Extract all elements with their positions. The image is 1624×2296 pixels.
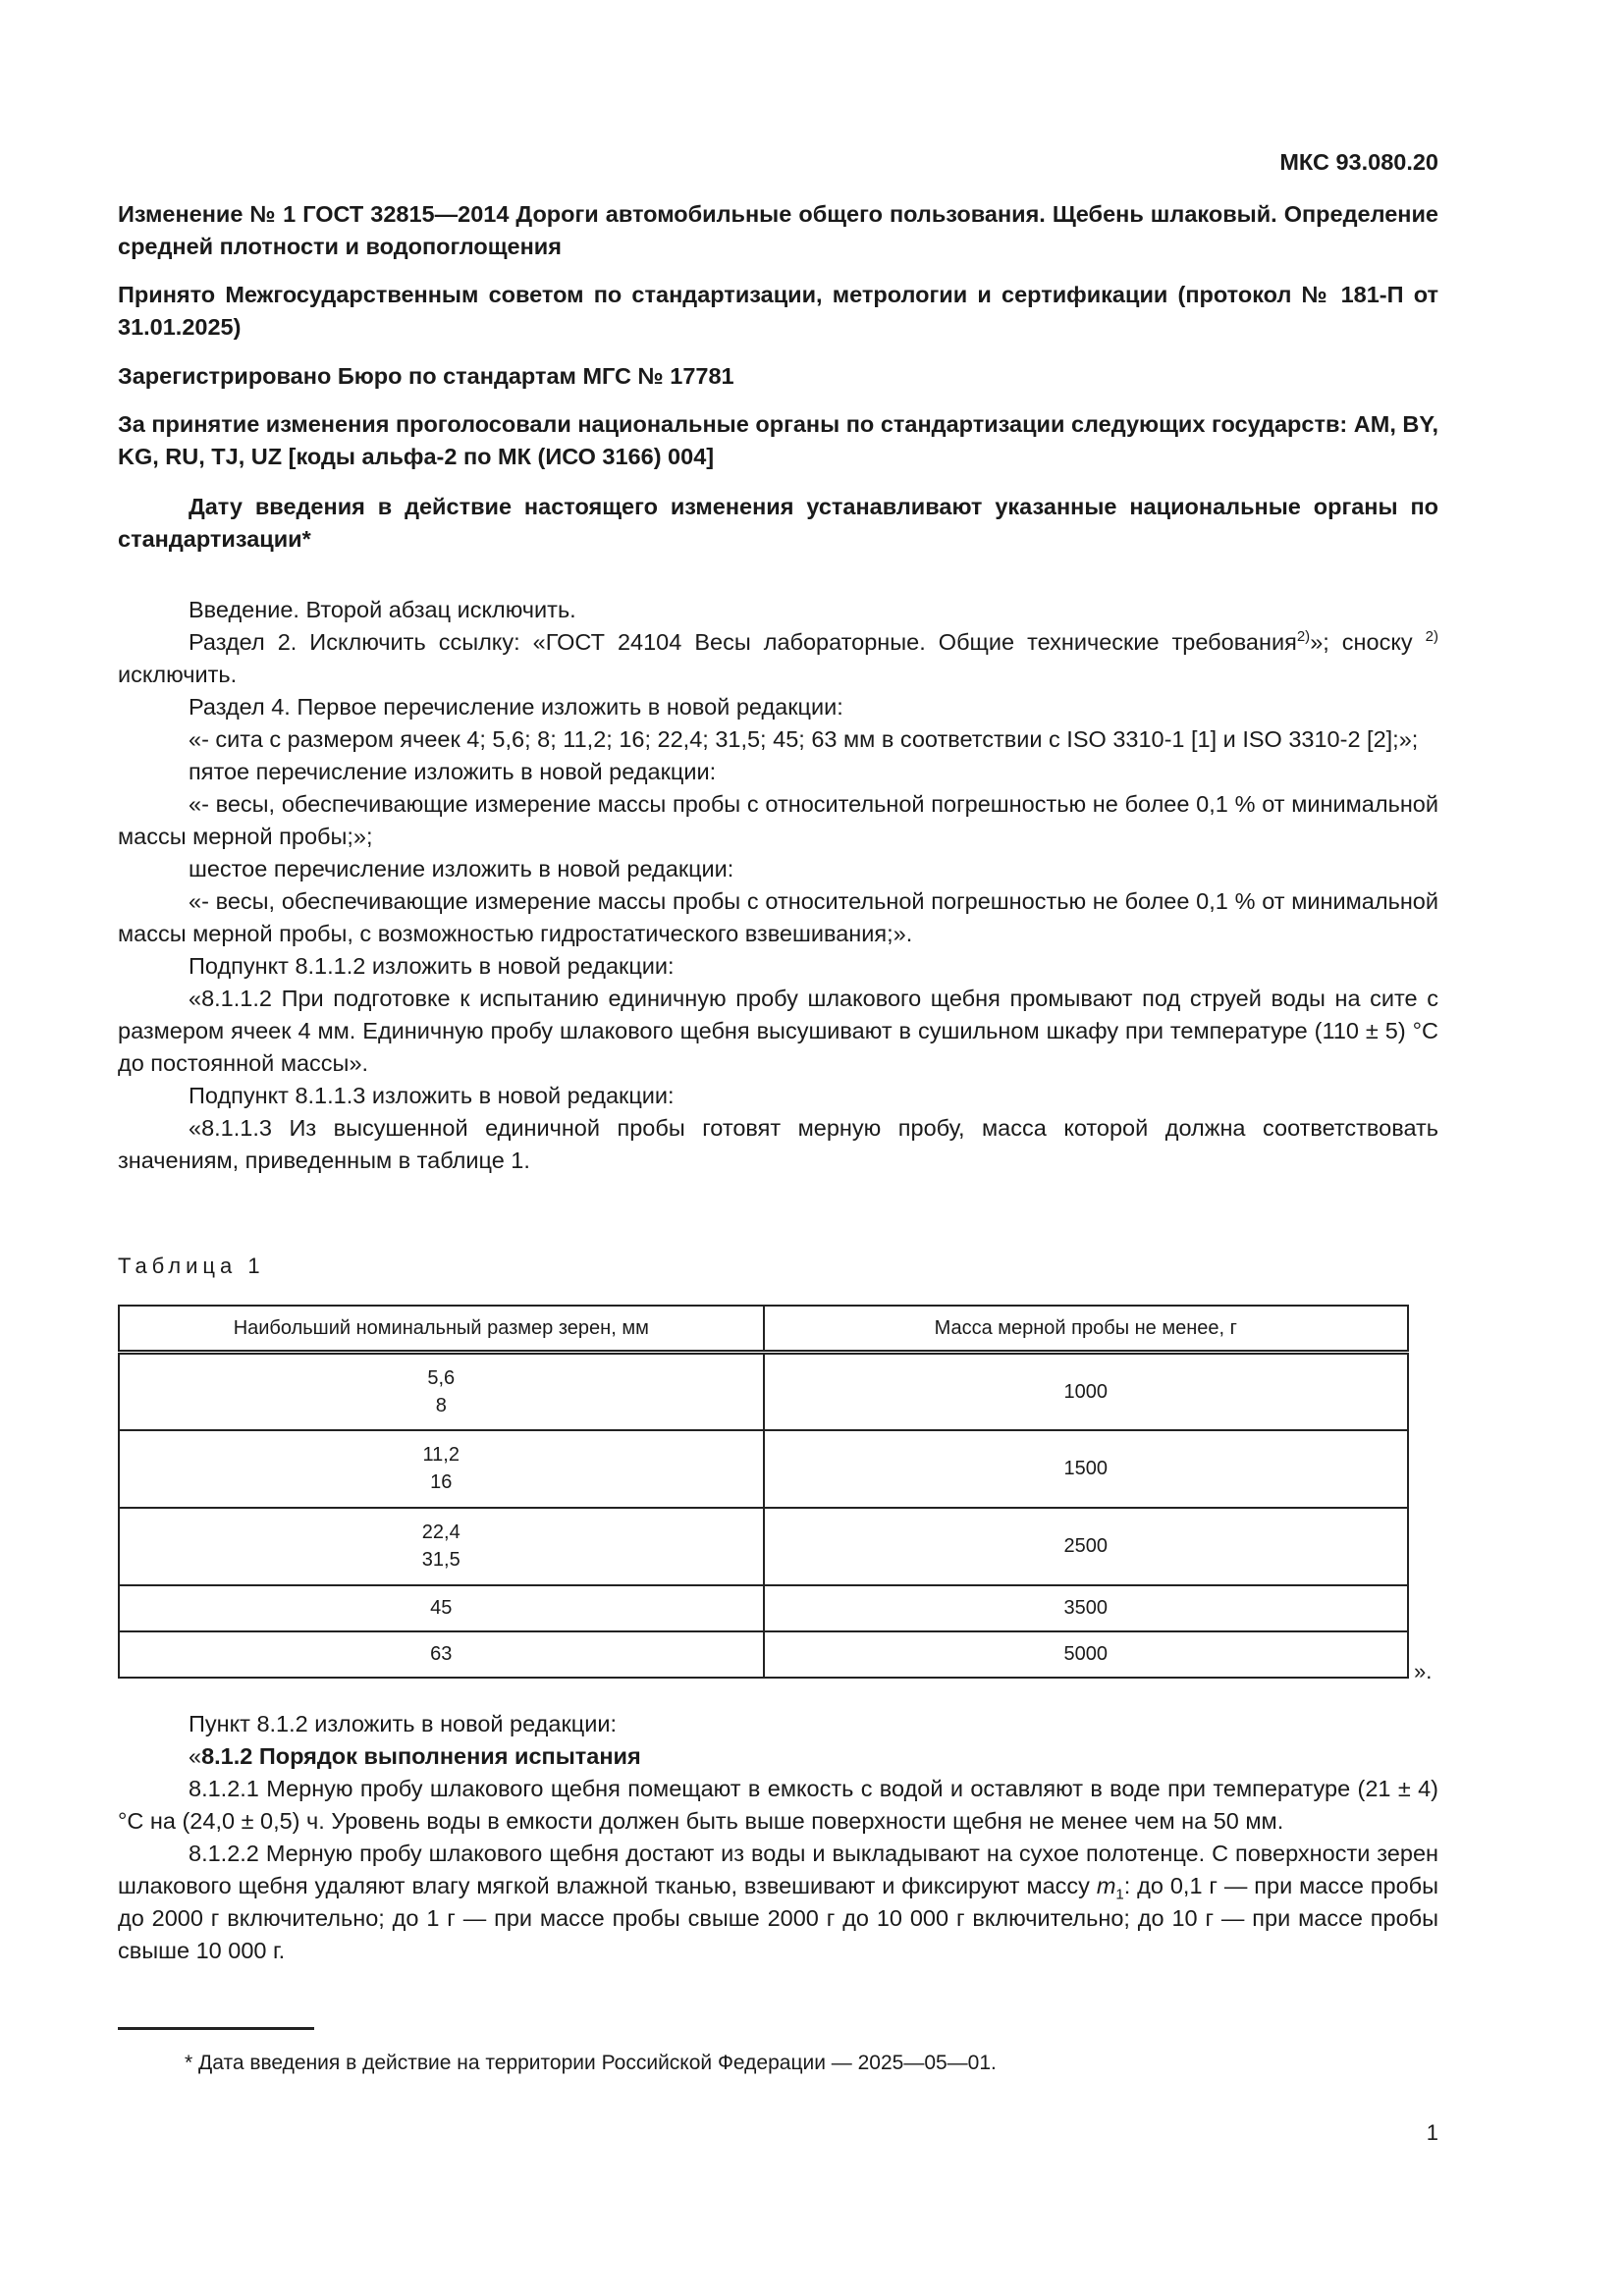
paragraph: «- весы, обеспечивающие измерение массы пробы с относительной погрешностью не более 0,1 % от минимальной массы мерной пробы, с возможностью гидростатического взвешивания;».: [118, 888, 1438, 946]
document-title: Изменение № 1 ГОСТ 32815—2014 Дороги автомобильные общего пользования. Щебень шлаковый. Определение средней плотности и водопоглощения: [118, 201, 1438, 259]
paragraph: «8.1.1.2 При подготовке к испытанию единичную пробу шлакового щебня промывают под струей воды на сите с размером ячеек 4 мм. Единичную пробу шлакового щебня высушивают в сушильном шкафу при температуре (110 ± 5) °С до постоянной массы».: [118, 986, 1438, 1076]
footnote: * Дата введения в действие на территории Российской Федерации — 2025—05—01.: [185, 2052, 997, 2074]
table-caption: Таблица 1: [118, 1254, 265, 1278]
footnote-divider: [118, 2027, 314, 2030]
paragraph: 8.1.2.1 Мерную пробу шлакового щебня помещают в емкость с водой и оставляют в воде при температуре (21 ± 4) °С на (24,0 ± 0,5) ч. Уровень воды в емкости должен быть выше поверхности щебня не менее чем на 50 мм.: [118, 1776, 1438, 1834]
registration-statement: Зарегистрировано Бюро по стандартам МГС № 17781: [118, 363, 734, 389]
adopted-statement: Принято Межгосударственным советом по стандартизации, метрологии и сертификации (протокол № 181-П от 31.01.2025): [118, 282, 1438, 340]
column-header: Масса мерной пробы не менее, г: [764, 1306, 1409, 1353]
table-row: 11,2 16 1500: [119, 1430, 1408, 1508]
table-row: 63 5000: [119, 1631, 1408, 1678]
paragraph: «- сита с размером ячеек 4; 5,6; 8; 11,2; 16; 22,4; 31,5; 45; 63 мм в соответствии с ISO 3310-1 [1] и ISO 3310-2 [2];»;: [189, 726, 1419, 752]
table-header-row: [119, 1306, 1408, 1353]
page-number: 1: [1426, 2120, 1438, 2145]
closing-quote: ».: [1414, 1659, 1433, 1683]
paragraph: «8.1.1.3 Из высушенной единичной пробы готовят мерную пробу, масса которой должна соответствовать значениям, приведенным в таблице 1.: [118, 1115, 1438, 1173]
sample-mass-table: [118, 1305, 1409, 1679]
amendment-body: [118, 594, 1438, 1177]
amendment-body-continued: [118, 1708, 1438, 1967]
paragraph: Подпункт 8.1.1.3 изложить в новой редакции:: [189, 1083, 675, 1108]
table-row: 5,6 8 1000: [119, 1353, 1408, 1430]
mks-code: МКС 93.080.20: [1279, 149, 1438, 175]
table-row: 45 3500: [119, 1585, 1408, 1631]
section-heading: «8.1.2 Порядок выполнения испытания: [189, 1743, 641, 1769]
paragraph: 8.1.2.2 Мерную пробу шлакового щебня достают из воды и выкладывают на сухое полотенце. С поверхности зерен шлакового щебня удаляют влагу мягкой влажной тканью, взвешивают и фиксируют массу $m_1$: до 0,1 г — при массе пробы до 2000 г включительно; до 1 г — при массе пробы свыше 2000 г до 10 000 г включительно; до 10 г — при массе пробы свыше 10 000 г.: [118, 1841, 1439, 1963]
column-header: Наибольший номинальный размер зерен, мм: [119, 1306, 764, 1353]
voting-statement: За принятие изменения проголосовали национальные органы по стандартизации следующих государств: AM, BY, KG, RU, TJ, UZ [коды альфа-2 по МК (ИСО 3166) 004]: [118, 411, 1438, 469]
paragraph: Введение. Второй абзац исключить.: [189, 597, 576, 622]
paragraph: Подпункт 8.1.1.2 изложить в новой редакции:: [189, 953, 675, 979]
paragraph: пятое перечисление изложить в новой редакции:: [189, 759, 717, 784]
paragraph: «- весы, обеспечивающие измерение массы пробы с относительной погрешностью не более 0,1 % от минимальной массы мерной пробы;»;: [118, 791, 1438, 849]
paragraph: Раздел 4. Первое перечисление изложить в новой редакции:: [189, 694, 843, 720]
table-row: 22,4 31,5 2500: [119, 1508, 1408, 1585]
paragraph: Пункт 8.1.2 изложить в новой редакции:: [189, 1711, 617, 1736]
effective-date-statement: Дату введения в действие настоящего изменения устанавливают указанные национальные органы по стандартизации*: [118, 494, 1438, 552]
paragraph: Раздел 2. Исключить ссылку: «ГОСТ 24104 Весы лабораторные. Общие технические требования$^{2)}$»; сноску $^{2)}$ исключить.: [118, 628, 1439, 687]
paragraph: шестое перечисление изложить в новой редакции:: [189, 856, 734, 881]
